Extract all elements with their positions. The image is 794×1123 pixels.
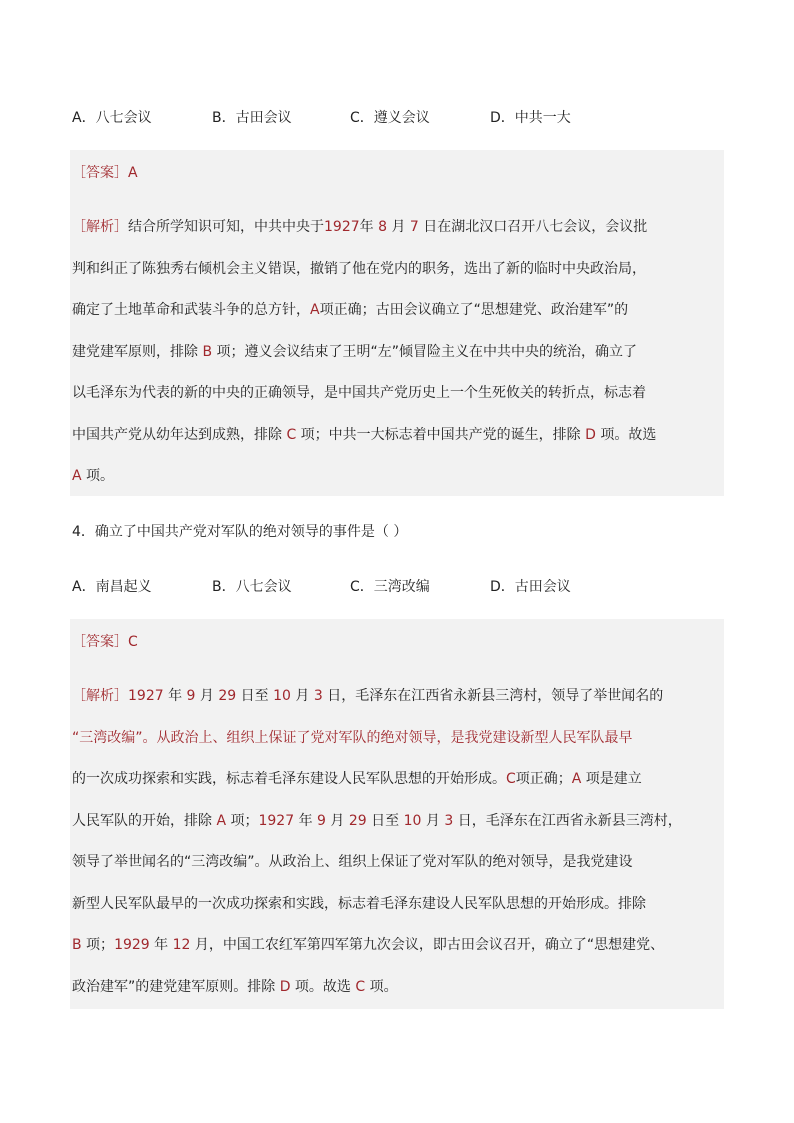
q4-analysis-text: 新型人民军队最早的一次成功探索和实践，标志着毛泽东建设人民军队思想的开始形成。排除 <box>72 895 646 912</box>
q4-analysis-line <box>72 811 682 831</box>
q4-analysis-text: 12 <box>172 937 191 953</box>
q3-analysis-line <box>72 425 656 445</box>
q3-analysis-text: 7 <box>409 219 419 235</box>
q3-answer-label: ［答案］ <box>72 165 128 181</box>
q3-answer-value: A <box>128 165 138 181</box>
q3-analysis-text: 判和纠正了陈独秀右倾机会主义错误，撤销了他在党内的职务，选出了新的临时中央政治局， <box>72 260 646 277</box>
q4-analysis-text: D <box>279 978 291 995</box>
q4-solution-box <box>70 619 724 1009</box>
q4-analysis-text: “三湾改编”。从政治上、组织上保证了党对军队的绝对领导，是我党建设新型人民军队最早 <box>72 729 633 746</box>
q4-option-d[interactable]: D．古田会议 <box>490 579 571 595</box>
q4-analysis-text: 项。故选 <box>290 978 356 995</box>
q4-analysis-text: 3 <box>444 812 454 829</box>
q4-analysis-text: 日至 <box>366 812 404 829</box>
q4-analysis-text: C <box>355 978 366 995</box>
q3-analysis-line <box>72 383 646 403</box>
q3-analysis-text: 项正确；古田会议确立了“思想建党、政治建军”的 <box>319 302 629 318</box>
q3-analysis-text: 项。 <box>81 468 115 484</box>
q4-analysis-text: 日，毛泽东在江西省永新县三湾村，领导了举世闻名的 <box>322 688 664 704</box>
q4-analysis-text: 9 <box>186 688 196 704</box>
q4-options <box>72 577 722 597</box>
q4-analysis-text: 月 <box>325 812 349 829</box>
q3-analysis-text: 中国共产党从幼年达到成熟，排除 <box>72 426 287 443</box>
q4-analysis-text: 年 <box>294 812 318 829</box>
q3-analysis-text: 年 <box>359 219 379 235</box>
q3-analysis-text: 月 <box>387 219 410 235</box>
q4-analysis-text: 1927 <box>128 688 164 704</box>
q3-analysis-label: ［解析］ <box>72 219 128 235</box>
q4-analysis-text: 1929 <box>114 937 150 953</box>
q3-analysis-text: 8 <box>378 219 388 235</box>
q4-analysis-text: 年 <box>163 688 187 704</box>
q3-analysis-text: 项。故选 <box>595 426 657 443</box>
q4-analysis-text: 的一次成功探索和实践，标志着毛泽东建设人民军队思想的开始形成。 <box>72 771 506 787</box>
q4-analysis-line <box>72 935 664 955</box>
q3-analysis-line <box>72 300 628 320</box>
q4-analysis-text: A <box>571 771 582 787</box>
q4-analysis-text: 项正确； <box>515 771 572 787</box>
q3-answer-line <box>72 163 138 183</box>
q3-analysis-text: B <box>202 343 213 360</box>
q3-analysis-text: A <box>72 468 82 484</box>
q3-option-d[interactable]: D．中共一大 <box>490 110 571 126</box>
q4-analysis-line <box>72 728 633 748</box>
q3-analysis-line <box>72 466 114 486</box>
q3-options <box>72 108 722 128</box>
q3-analysis-text: 结合所学知识可知，中共中央于 <box>128 219 324 235</box>
q4-analysis-text: 1927 <box>258 812 295 829</box>
q4-analysis-label: ［解析］ <box>72 688 128 704</box>
q4-analysis-line <box>72 894 646 914</box>
q3-analysis-text: 项；遵义会议结束了王明“左”倾冒险主义在中共中央的统治，确立了 <box>212 343 638 360</box>
q4-analysis-text: 领导了举世闻名的“三湾改编”。从政治上、组织上保证了党对军队的绝对领导，是我党建设 <box>72 854 633 870</box>
q4-analysis-text: 10 <box>273 688 291 704</box>
q3-analysis-text: 以毛泽东为代表的新的中央的正确领导，是中国共产党历史上一个生死攸关的转折点，标志着 <box>72 385 646 401</box>
q3-option-a[interactable]: A．八七会议 <box>72 110 152 126</box>
q4-analysis-text: 政治建军”的建党建军原则。排除 <box>72 978 280 995</box>
q3-analysis-text: D <box>585 426 596 443</box>
q4-option-a[interactable]: A．南昌起义 <box>72 579 152 595</box>
q4-analysis-text: A <box>216 812 227 829</box>
q4-analysis-line <box>72 852 633 872</box>
q3-analysis-text: 1927 <box>324 219 360 235</box>
q4-stem: 4．确立了中国共产党对军队的绝对领导的事件是（ ） <box>72 524 408 540</box>
q4-analysis-text: 年 <box>149 937 173 953</box>
q4-analysis-text: 项是建立 <box>581 771 642 787</box>
q4-analysis-text: 人民军队的开始，排除 <box>72 812 217 829</box>
q3-analysis-text: C <box>286 426 297 443</box>
q3-analysis-text: 确定了土地革命和武装斗争的总方针， <box>72 302 310 318</box>
q4-analysis-text: 项。 <box>365 978 398 995</box>
q4-analysis-text: 日，毛泽东在江西省永新县三湾村， <box>453 812 682 829</box>
q3-analysis-text: A <box>310 302 320 318</box>
q4-analysis-text: 29 <box>218 688 237 704</box>
q4-analysis-text: 3 <box>313 688 323 704</box>
q4-analysis-line <box>72 977 398 997</box>
q4-analysis-text: 月 <box>290 688 314 704</box>
q3-analysis-line <box>72 217 647 237</box>
q4-option-c[interactable]: C．三湾改编 <box>350 579 430 595</box>
q4-answer-line <box>72 632 138 652</box>
q4-analysis-line <box>72 769 642 789</box>
q4-analysis-text: 项； <box>81 937 115 953</box>
q3-analysis-text: 建党建军原则，排除 <box>72 343 203 360</box>
q3-analysis-line <box>72 259 646 279</box>
q4-analysis-text: 9 <box>317 812 326 829</box>
q3-analysis-text: 项；中共一大标志着中国共产党的诞生，排除 <box>296 426 586 443</box>
q3-solution-box <box>70 150 724 496</box>
q4-option-b[interactable]: B．八七会议 <box>212 579 292 595</box>
q4-answer-value: C <box>128 634 138 650</box>
q4-analysis-text: 月 <box>421 812 445 829</box>
q3-option-b[interactable]: B．古田会议 <box>212 110 292 126</box>
q3-option-c[interactable]: C．遵义会议 <box>350 110 430 126</box>
q3-analysis-text: 日在湖北汉口召开八七会议，会议批 <box>418 219 648 235</box>
q4-analysis-text: B <box>72 937 82 953</box>
q4-analysis-line <box>72 686 663 706</box>
q4-analysis-text: 10 <box>403 812 422 829</box>
q4-analysis-text: 日至 <box>236 688 274 704</box>
q4-answer-label: ［答案］ <box>72 634 128 650</box>
q4-analysis-text: 月，中国工农红军第四军第九次会议，即古田会议召开，确立了“思想建党、 <box>190 937 665 953</box>
q4-analysis-text: C <box>506 771 516 787</box>
q4-analysis-text: 月 <box>195 688 219 704</box>
q4-analysis-text: 29 <box>348 812 367 829</box>
q3-analysis-line <box>72 342 637 362</box>
q4-analysis-text: 项； <box>226 812 259 829</box>
